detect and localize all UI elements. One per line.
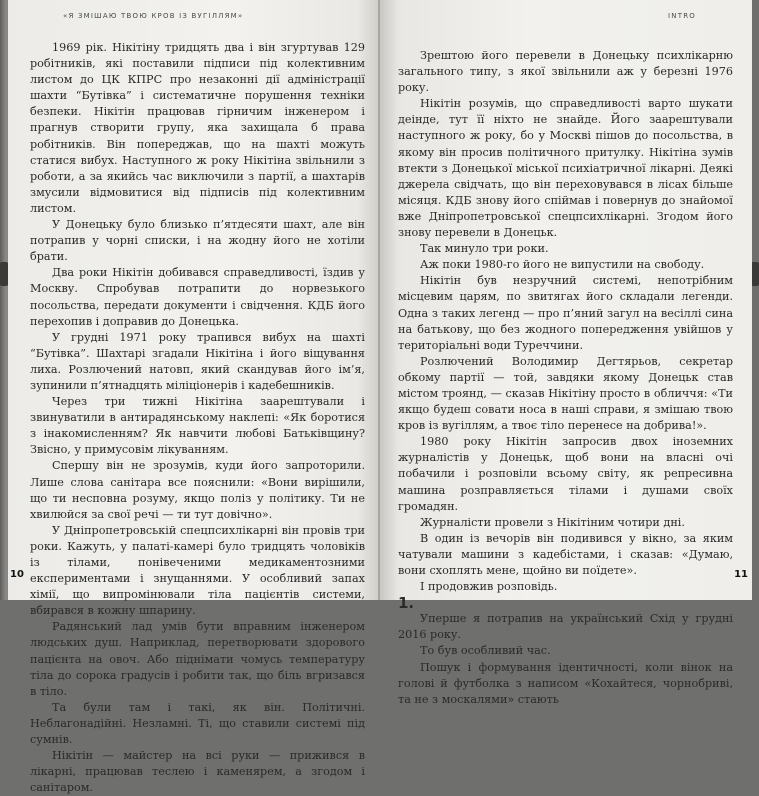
running-head: INTRO xyxy=(668,12,696,20)
paragraph: Аж поки 1980-го його не випустили на свободу. xyxy=(420,258,705,272)
right-page xyxy=(380,0,752,706)
paragraph: Через три тижні Нікітіна заарештували і звинуватили в антирадянському наклепі: «Як боротися з інакомисленням? Як навчити любові Батьківщину? Звісно, у примусовім лікуванням. xyxy=(30,395,365,457)
paragraph: Радянський лад умів бути вправним інженером людських душ. Наприклад, перетворювати здорового пацієнта на овоч. Або піднімати чомусь температуру тіла до сорока градусів і робити так, що біль вгризався в тіло. xyxy=(30,620,365,698)
paragraph: 1980 року Нікітін запросив двох іноземних журналістів у Донецьк, щоб вони на власні очі побачили і розповіли всьому світу, як репресивна машина розправляється тілами і душами своїх громадян. xyxy=(398,435,733,513)
page-number: 10 xyxy=(10,569,24,580)
paragraph: І продовжив розповідь. xyxy=(420,580,558,594)
paragraph: Розлючений Володимир Дегтярьов, секретар обкому партії — той, завдяки якому Донецьк став містом троянд, — сказав Нікітіну просто в обличчя: «Ти якщо будеш совати носа в наші справи, я змішаю твою кров із вугіллям, а твоє тіло перенесе на добрива!». xyxy=(398,354,733,433)
paragraph: 1969 рік. Нікітіну тридцять два і він згуртував 129 робітників, які поставили підписи під колективним листом до ЦК КПРС про незаконні дії адміністрації шахти “Бутівка” і систематичне порушення техніки безпеки. Нікітін працював гірничим інженером і прагнув створити групу, яка захищала б права робітників. Він попереджав, що на шахті можуть статися вибух. Наступного ж року Нікітіна звільнили з роботи, а за якийсь час виключили з партії, а шахтарів змусили відмовитися від підписів під колективним листом. xyxy=(30,41,365,215)
paragraph: В один із вечорів він подивився у вікно, за яким чатували машини з кадебістами, і сказав: «Думаю, вони схоплять мене, щойно ви поїдете». xyxy=(398,531,733,577)
paragraph: Спершу він не зрозумів, куди його запроторили. Лише слова санітара все пояснили: «Вони вирішили, що ти несповна розуму, якщо поліз у політику. Ти не хвилюйся за свої речі — ти тут довічно». xyxy=(30,459,365,521)
paragraph: У грудні 1971 року трапився вибух на шахті “Бутівка”. Шахтарі згадали Нікітіна і його віщування лиха. Розлючений натовп, який скандував його ім’я, зупинили п’ятнадцять міліціонерів і кадебешників. xyxy=(30,330,365,392)
page-number: 11 xyxy=(734,569,748,580)
paragraph: Зрештою його перевели в Донецьку психлікарню загального типу, з якої звільнили аж у березні 1976 року. xyxy=(398,49,733,95)
paragraph: То був особливий час. xyxy=(420,644,551,658)
page-tab-right xyxy=(751,262,759,286)
paragraph: Нікітін — майстер на всі руки — прижився в лікарні, працював теслею і каменярем, а згодом і санітаром. xyxy=(30,749,365,795)
paragraph: Журналісти провели з Нікітіним чотири дні. xyxy=(420,515,685,529)
page-tab-left xyxy=(0,262,8,286)
paragraph: Нікітін був незручний системі, непотрібним місцевим царям, по звитягах його складали легенди. Одна з таких легенд — про п’яний загул на весіллі сина на батькову, що без жодного попередження увійшов у територіальні води Туреччини. xyxy=(398,274,733,352)
paragraph: У Донецьку було близько п’ятдесяти шахт, але він потрапив у чорні списки, і на жодну його не хотіли брати. xyxy=(30,218,365,264)
paragraph: Нікітін розумів, що справедливості варто шукати деінде, тут її ніхто не знайде. Його заарештували наступного ж року, бо у Москві пішов до посольства, в якому він просив політичного притулку. Нікітіна зумів втекти з Донецької міської психіатричної лікарні. Деякі джерела свідчать, що він переховувався в лісах більше місяця. КДБ знову його спіймав і повернув до знайомої вже Дніпропетровської спецпсихлікарні. Згодом його знову перевели в Донецьк. xyxy=(398,97,733,240)
section-number: 1. xyxy=(398,594,415,613)
paragraph: Та були там і такі, як він. Політичні. Неблагонадійні. Незламні. Ті, що ставили системі під сумнів. xyxy=(30,700,365,747)
paragraph: Уперше я потрапив на український Схід у грудні 2016 року. xyxy=(398,612,733,642)
left-page xyxy=(8,0,380,795)
paragraph: Так минуло три роки. xyxy=(420,242,549,256)
body-text xyxy=(398,48,733,708)
paragraph: Пошук і формування ідентичності, коли вінок на голові й футболка з написом «Кохайтеся, чорнобриві, та не з москалями» стають xyxy=(398,660,733,706)
body-text xyxy=(30,40,365,796)
paragraph: У Дніпропетровській спецпсихлікарні він провів три роки. Кажуть, у палаті-камері було тридцять чоловіків із тілами, понівеченими медикаментозними експериментами і знущаннями. У особливий запах хімії, що випромінювали тіла пацієнтів системи, вбирався в кожну шпарину. xyxy=(30,523,365,618)
running-head: «Я ЗМІШАЮ ТВОЮ КРОВ ІЗ ВУГІЛЛЯМ» xyxy=(63,12,244,20)
paragraph: Два роки Нікітін добивався справедливості, їздив у Москву. Спробував потрапити до норвезького посольства, передати документи і свідчення. КДБ його перехопив і доправив до Донецька. xyxy=(30,266,365,328)
